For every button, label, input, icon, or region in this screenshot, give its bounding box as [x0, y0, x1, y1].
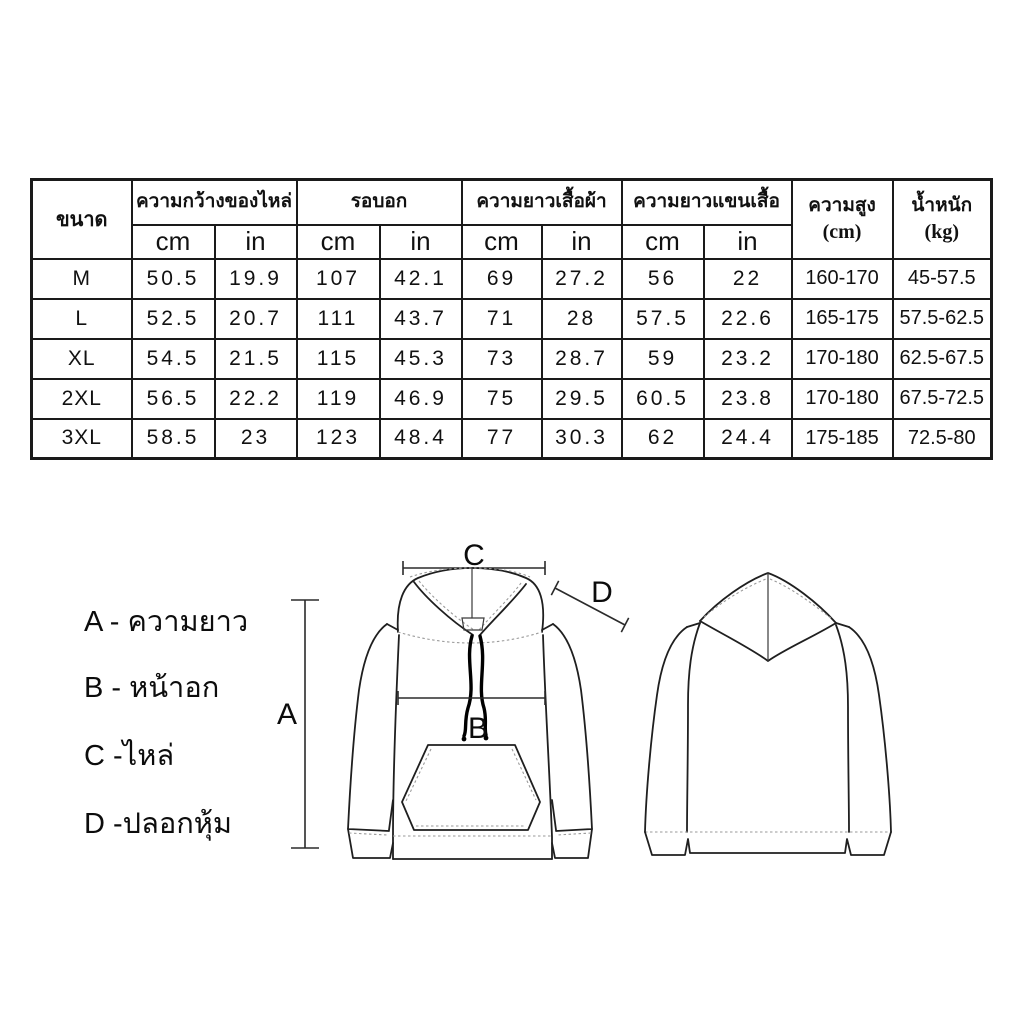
value-cell: 46.9: [380, 379, 462, 419]
unit-header: cm: [622, 225, 704, 259]
front-hood: [398, 568, 544, 643]
value-cell: 56: [622, 259, 704, 299]
size-cell: XL: [32, 339, 132, 379]
col-header-height: [792, 180, 893, 259]
value-cell: 24.4: [704, 419, 792, 459]
unit-header: cm: [462, 225, 542, 259]
col-group-garment-length: ความยาวเสื้อผ้า: [462, 180, 622, 225]
value-cell: 107: [297, 259, 380, 299]
value-cell: 48.4: [380, 419, 462, 459]
col-group-sleeve-length: ความยาวแขนเสื้อ: [622, 180, 792, 225]
dim-label-a: A: [276, 698, 298, 731]
dim-label-d: D: [591, 576, 613, 609]
measurement-diagram-section: [0, 460, 1024, 1024]
value-cell: 119: [297, 379, 380, 419]
value-cell: 28.7: [542, 339, 622, 379]
table-row: [32, 259, 992, 299]
value-cell: 165-175: [792, 299, 893, 339]
hoodie-back-view: [645, 573, 891, 855]
value-cell: 42.1: [380, 259, 462, 299]
hoodie-lineart: [0, 460, 1024, 1024]
col-header-size: ขนาด: [32, 180, 132, 259]
value-cell: 52.5: [132, 299, 215, 339]
value-cell: 115: [297, 339, 380, 379]
value-cell: 22: [704, 259, 792, 299]
value-cell: 23: [215, 419, 297, 459]
weight-unit: (kg): [924, 220, 959, 243]
legend-item-c-shoulder: C -ไหล่: [84, 740, 175, 772]
value-cell: 20.7: [215, 299, 297, 339]
value-cell: 30.3: [542, 419, 622, 459]
value-cell: 71: [462, 299, 542, 339]
dim-label-b: B: [467, 712, 489, 745]
legend-item-a-length: A - ความยาว: [84, 606, 249, 638]
value-cell: 29.5: [542, 379, 622, 419]
value-cell: 23.8: [704, 379, 792, 419]
unit-header: in: [542, 225, 622, 259]
value-cell: 62: [622, 419, 704, 459]
value-cell: 54.5: [132, 339, 215, 379]
col-group-shoulder-width: ความกว้างของไหล่: [132, 180, 297, 225]
unit-header: in: [215, 225, 297, 259]
unit-header: in: [380, 225, 462, 259]
value-cell: 60.5: [622, 379, 704, 419]
legend-item-b-chest: B - หน้าอก: [84, 672, 220, 704]
value-cell: 111: [297, 299, 380, 339]
height-unit: (cm): [822, 220, 862, 243]
value-cell: 75: [462, 379, 542, 419]
weight-label: น้ำหนัก: [911, 194, 973, 216]
legend-item-d-sleeve: D -ปลอกหุ้ม: [84, 808, 233, 840]
value-cell: 27.2: [542, 259, 622, 299]
table-header: [32, 180, 992, 259]
size-chart-table: [30, 178, 993, 460]
value-cell: 123: [297, 419, 380, 459]
value-cell: 50.5: [132, 259, 215, 299]
value-cell: 67.5-72.5: [893, 379, 992, 419]
value-cell: 175-185: [792, 419, 893, 459]
size-cell: M: [32, 259, 132, 299]
value-cell: 62.5-67.5: [893, 339, 992, 379]
measure-line-c: [403, 539, 545, 575]
value-cell: 28: [542, 299, 622, 339]
unit-header: cm: [132, 225, 215, 259]
value-cell: 58.5: [132, 419, 215, 459]
table-row: [32, 419, 992, 459]
value-cell: 59: [622, 339, 704, 379]
value-cell: 57.5-62.5: [893, 299, 992, 339]
dim-label-c: C: [463, 539, 485, 572]
measure-line-a: [277, 600, 319, 848]
measure-line-d: [551, 576, 628, 632]
value-cell: 22.2: [215, 379, 297, 419]
front-pocket: [402, 745, 540, 830]
col-group-chest: รอบอก: [297, 180, 462, 225]
value-cell: 73: [462, 339, 542, 379]
value-cell: 170-180: [792, 379, 893, 419]
value-cell: 19.9: [215, 259, 297, 299]
unit-header: cm: [297, 225, 380, 259]
value-cell: 45-57.5: [893, 259, 992, 299]
col-header-weight: [893, 180, 992, 259]
height-label: ความสูง: [808, 194, 876, 216]
size-table-body: [32, 259, 992, 459]
size-cell: 3XL: [32, 419, 132, 459]
value-cell: 56.5: [132, 379, 215, 419]
value-cell: 57.5: [622, 299, 704, 339]
table-row: [32, 339, 992, 379]
value-cell: 43.7: [380, 299, 462, 339]
unit-header: in: [704, 225, 792, 259]
value-cell: 160-170: [792, 259, 893, 299]
value-cell: 72.5-80: [893, 419, 992, 459]
value-cell: 170-180: [792, 339, 893, 379]
size-cell: 2XL: [32, 379, 132, 419]
table-row: [32, 299, 992, 339]
value-cell: 77: [462, 419, 542, 459]
value-cell: 21.5: [215, 339, 297, 379]
value-cell: 23.2: [704, 339, 792, 379]
value-cell: 69: [462, 259, 542, 299]
hoodie-front-view: [348, 539, 629, 859]
value-cell: 45.3: [380, 339, 462, 379]
back-hood: [700, 573, 836, 661]
value-cell: 22.6: [704, 299, 792, 339]
table-row: [32, 379, 992, 419]
size-cell: L: [32, 299, 132, 339]
